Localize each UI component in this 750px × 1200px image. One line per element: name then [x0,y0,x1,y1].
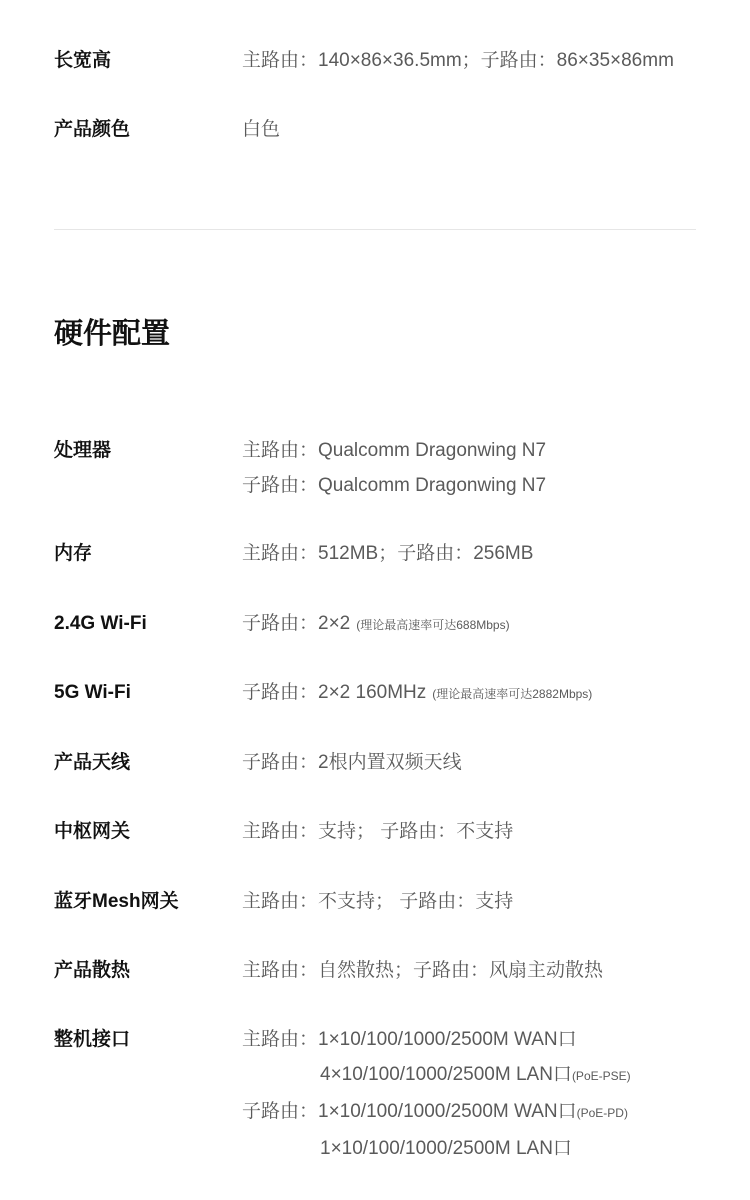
spec-row-antenna [54,745,710,780]
spec-row-cpu [54,433,710,503]
spec-row-hub-gateway [54,814,710,849]
wifi-24g-note: (理论最高速率可达688Mbps) [356,618,510,632]
spec-row-cooling [54,953,710,988]
spec-label-memory: 内存 [54,543,93,564]
ports-main-line-1 [242,1022,631,1057]
wifi-24g-value: 子路由：2×2 [242,613,351,634]
ports-main-line-2 [242,1057,631,1094]
spec-value-antenna: 子路由：2根内置双频天线 [242,752,462,773]
spec-label-hub-gateway: 中枢网关 [54,821,131,842]
spec-label-antenna: 产品天线 [54,752,131,773]
ports-sub-lan: 1×10/100/1000/2500M LAN口 [320,1138,572,1159]
spec-value-dimensions: 主路由：140×86×36.5mm；子路由：86×35×86mm [242,50,674,71]
ports-main-lan-note: (PoE-PSE) [571,1069,631,1083]
spec-value-memory: 主路由：512MB；子路由：256MB [242,543,534,564]
spec-row-bluetooth-mesh [54,884,710,919]
spec-row-color [54,112,710,147]
spec-row-wifi-5g [54,675,710,712]
ports-sub-prefix: 子路由： [242,1101,319,1122]
ports-sub-wan: 1×10/100/1000/2500M WAN口 [318,1101,577,1122]
spec-value-hub-gateway: 主路由：支持； 子路由：不支持 [242,821,514,842]
ports-sub-wan-note: (PoE-PD) [576,1106,628,1120]
spec-row-ports [54,1022,710,1166]
cpu-sub-line: 子路由：Qualcomm Dragonwing N7 [242,475,547,496]
spec-label-ports: 整机接口 [54,1029,131,1050]
spec-row-memory [54,536,710,571]
spec-value-ports [242,1022,631,1166]
cpu-main-line: 主路由：Qualcomm Dragonwing N7 [242,440,547,461]
spec-label-cooling: 产品散热 [54,960,131,981]
ports-sub-line-2 [242,1131,631,1166]
spec-label-bluetooth-mesh: 蓝牙Mesh网关 [54,891,179,912]
spec-value-cpu [242,433,546,503]
spec-row-wifi-24g [54,606,710,643]
wifi-5g-value: 子路由：2×2 160MHz [242,682,427,703]
spec-label-wifi-24g: 2.4G Wi-Fi [54,613,147,634]
spec-value-color: 白色 [242,119,281,140]
spec-label-color: 产品颜色 [54,119,131,140]
spec-value-wifi-5g [242,675,592,712]
section-title: 硬件配置 [54,318,171,350]
ports-main-wan: 1×10/100/1000/2500M WAN口 [318,1029,577,1050]
spec-value-cooling: 主路由：自然散热；子路由：风扇主动散热 [242,960,604,981]
spec-label-cpu: 处理器 [54,440,112,461]
ports-main-lan: 4×10/100/1000/2500M LAN口 [320,1064,572,1085]
spec-value-bluetooth-mesh: 主路由：不支持； 子路由：支持 [242,891,514,912]
section-divider [54,229,696,230]
spec-row-dimensions [54,43,710,78]
ports-sub-line-1 [242,1094,631,1131]
spec-value-wifi-24g [242,606,510,643]
wifi-5g-note: (理论最高速率可达2882Mbps) [432,687,593,701]
ports-main-prefix: 主路由： [242,1029,319,1050]
spec-label-wifi-5g: 5G Wi-Fi [54,682,131,703]
spec-label-dimensions: 长宽高 [54,50,112,71]
